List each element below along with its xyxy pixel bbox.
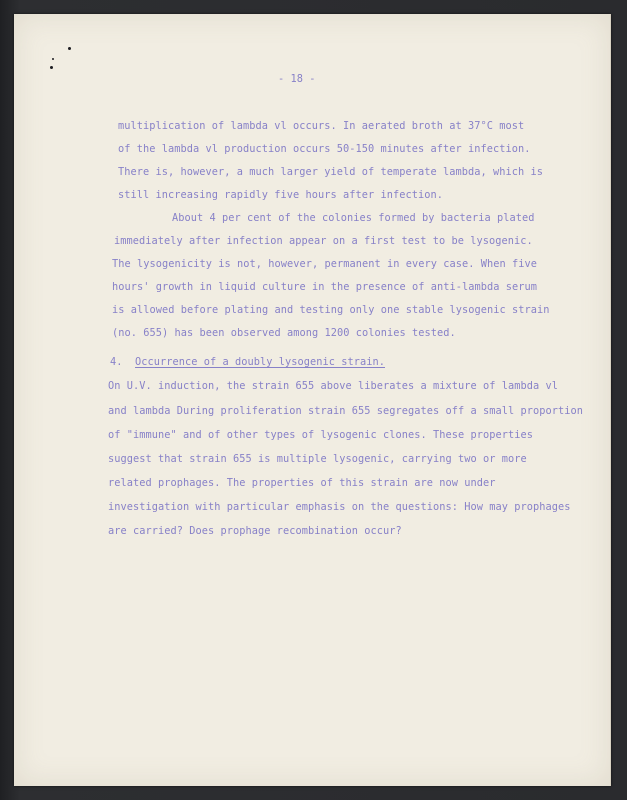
section-4-line-6: investigation with particular emphasis on the questions: How may prophages (108, 501, 571, 513)
section-4-number: 4. (110, 356, 123, 368)
paragraph-2-line-4: hours' growth in liquid culture in the presence of anti-lambda serum (112, 281, 537, 293)
section-4-line-7: are carried? Does prophage recombination occur? (108, 525, 402, 537)
section-4-line-2: and lambda During proliferation strain 655 segregates off a small proportion (108, 405, 583, 417)
ink-speck (50, 66, 53, 69)
paragraph-2-line-3: The lysogenicity is not, however, permanent in every case. When five (112, 258, 537, 270)
section-4-line-1: On U.V. induction, the strain 655 above liberates a mixture of lambda vl (108, 380, 558, 392)
ink-speck (52, 58, 54, 60)
section-4-line-4: suggest that strain 655 is multiple lysogenic, carrying two or more (108, 453, 527, 465)
section-4-line-3: of "immune" and of other types of lysogenic clones. These properties (108, 429, 533, 441)
paragraph-2-line-6: (no. 655) has been observed among 1200 colonies tested. (112, 327, 456, 339)
paragraph-1-line-3: There is, however, a much larger yield of temperate lambda, which is (118, 166, 543, 178)
paragraph-1-line-4: still increasing rapidly five hours after infection. (118, 189, 443, 201)
paragraph-2-line-2: immediately after infection appear on a first test to be lysogenic. (114, 235, 533, 247)
ink-speck (68, 47, 71, 50)
section-4-heading (110, 356, 385, 368)
document-page (14, 14, 611, 786)
paragraph-2-line-1: About 4 per cent of the colonies formed by bacteria plated (172, 212, 535, 224)
page-number: - 18 - (278, 73, 316, 85)
section-4-line-5: related prophages. The properties of this strain are now under (108, 477, 496, 489)
section-4-title: Occurrence of a doubly lysogenic strain. (135, 356, 385, 368)
paragraph-1-line-1: multiplication of lambda vl occurs. In aerated broth at 37°C most (118, 120, 525, 132)
paragraph-2-line-5: is allowed before plating and testing only one stable lysogenic strain (112, 304, 550, 316)
paragraph-1-line-2: of the lambda vl production occurs 50-150 minutes after infection. (118, 143, 531, 155)
